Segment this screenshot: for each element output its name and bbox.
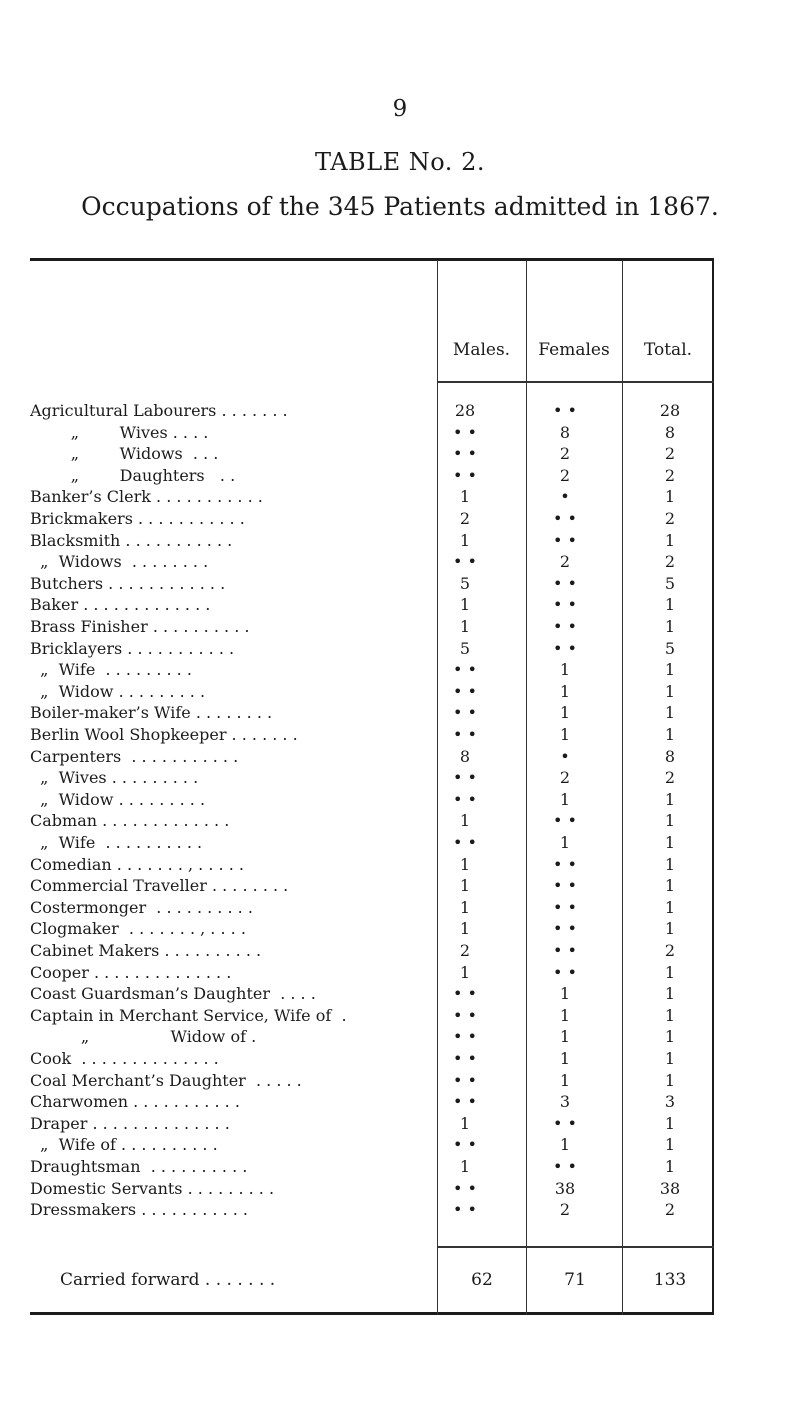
table-row	[0, 875, 800, 897]
females-value: • •	[553, 530, 577, 550]
table-row	[0, 594, 800, 616]
header-males: Males.	[452, 340, 511, 360]
table-row	[0, 1156, 800, 1178]
occupation-label: Costermonger . . . . . . . . . .	[30, 897, 253, 917]
males-value: • •	[453, 465, 477, 485]
occupation-label: Brickmakers . . . . . . . . . . .	[30, 509, 245, 528]
occupation-label: „ Widows . . . . . . . .	[30, 552, 209, 572]
table-row	[0, 1048, 800, 1070]
occupation-label: Comedian . . . . . . . , . . . . .	[30, 854, 244, 874]
total-value: 1	[664, 703, 676, 723]
table-row	[0, 789, 800, 811]
males-value: 1	[459, 811, 471, 831]
males-value: • •	[453, 725, 477, 744]
females-value: • •	[553, 401, 577, 420]
occupation-label: „ Daughters . .	[30, 465, 236, 485]
total-value: 2	[664, 941, 676, 960]
males-value: 5	[459, 638, 471, 658]
total-value: 1	[664, 984, 676, 1004]
total-value: 2	[664, 465, 676, 485]
header-females: Females	[538, 340, 610, 360]
occupation-label: Cooper . . . . . . . . . . . . . .	[30, 962, 232, 982]
occupation-label: Domestic Servants . . . . . . . . .	[30, 1178, 275, 1198]
total-value: 2	[664, 509, 676, 528]
occupation-label: „ Wives . . . . . . . . .	[30, 768, 199, 788]
females-value: • •	[553, 876, 577, 896]
table-row	[0, 767, 800, 789]
females-value: 1	[559, 833, 571, 852]
total-value: 1	[664, 962, 676, 982]
total-value: 1	[664, 919, 676, 939]
females-value: 1	[559, 660, 571, 680]
table-row	[0, 897, 800, 919]
females-value: 1	[559, 984, 571, 1004]
occupation-label: Berlin Wool Shopkeeper . . . . . . .	[30, 725, 298, 744]
occupation-label: „ Widow . . . . . . . . .	[30, 789, 206, 809]
occupation-label: Banker’s Clerk . . . . . . . . . . .	[30, 487, 263, 507]
males-value: • •	[453, 984, 477, 1004]
total-value: 1	[664, 1049, 676, 1068]
females-value: 1	[559, 1049, 571, 1068]
total-value: 1	[664, 1027, 676, 1047]
females-value: 2	[559, 552, 571, 572]
table-row	[0, 573, 800, 595]
males-value: • •	[453, 768, 477, 788]
total-value: 1	[664, 1135, 676, 1155]
table-row	[0, 508, 800, 530]
males-value: 5	[459, 573, 471, 593]
males-value: • •	[453, 1135, 477, 1155]
females-value: • •	[553, 919, 577, 939]
occupation-label: Coast Guardsman’s Daughter . . . .	[30, 984, 316, 1004]
total-value: 1	[664, 1157, 676, 1176]
occupation-label: Draughtsman . . . . . . . . . .	[30, 1157, 248, 1176]
males-value: 8	[459, 746, 471, 766]
total-value: 1	[664, 1070, 676, 1090]
females-value: • •	[553, 1113, 577, 1133]
total-value: 2	[664, 552, 676, 572]
occupation-label: Cabman . . . . . . . . . . . . .	[30, 811, 230, 831]
table-row	[0, 616, 800, 638]
females-value: • •	[553, 962, 577, 982]
total-value: 1	[664, 681, 676, 701]
table-row	[0, 1005, 800, 1027]
table-row	[0, 810, 800, 832]
total-value: 38	[659, 1178, 681, 1198]
males-value: • •	[453, 422, 477, 442]
females-value: • •	[553, 617, 577, 636]
males-value: 1	[459, 897, 471, 917]
page-number: 9	[392, 96, 408, 122]
females-value: • •	[553, 811, 577, 831]
table-row	[0, 1199, 800, 1221]
total-value: 1	[664, 1113, 676, 1133]
occupation-label: „ Wife . . . . . . . . . .	[30, 833, 203, 852]
occupation-label: Agricultural Labourers . . . . . . .	[30, 401, 288, 420]
total-value: 1	[664, 876, 676, 896]
total-value: 2	[664, 444, 676, 464]
males-value: • •	[453, 1178, 477, 1198]
table-row	[0, 983, 800, 1005]
females-value: • •	[553, 854, 577, 874]
occupation-label: Butchers . . . . . . . . . . . .	[30, 573, 226, 593]
table-row	[0, 400, 800, 422]
females-value: •	[560, 487, 570, 507]
carried-forward-total: 133	[653, 1270, 687, 1290]
table-row	[0, 1113, 800, 1135]
females-value: 1	[559, 703, 571, 723]
females-value: 1	[559, 725, 571, 744]
total-value: 1	[664, 854, 676, 874]
males-value: 2	[459, 941, 471, 960]
males-value: • •	[453, 1049, 477, 1068]
occupation-label: „ Widow . . . . . . . . .	[30, 681, 206, 701]
occupation-label: Clogmaker . . . . . . . , . . . .	[30, 919, 246, 939]
females-value: 1	[559, 1027, 571, 1047]
occupation-label: Charwomen . . . . . . . . . . .	[30, 1092, 240, 1112]
table-row	[0, 638, 800, 660]
females-value: • •	[553, 509, 577, 528]
occupation-label: „ Wife . . . . . . . . .	[30, 660, 192, 680]
total-value: 1	[664, 811, 676, 831]
males-value: • •	[453, 833, 477, 852]
females-value: • •	[553, 573, 577, 593]
males-value: • •	[453, 1092, 477, 1112]
males-value: 1	[459, 487, 471, 507]
males-value: • •	[453, 444, 477, 464]
occupation-label: Carpenters . . . . . . . . . . .	[30, 746, 239, 766]
table-row	[0, 1026, 800, 1048]
total-value: 28	[659, 401, 681, 420]
total-value: 1	[664, 897, 676, 917]
females-value: 38	[554, 1178, 576, 1198]
occupation-label: Blacksmith . . . . . . . . . . .	[30, 530, 233, 550]
table-row	[0, 962, 800, 984]
table-row	[0, 443, 800, 465]
males-value: • •	[453, 552, 477, 572]
males-value: • •	[453, 789, 477, 809]
males-value: • •	[453, 660, 477, 680]
total-value: 5	[664, 573, 676, 593]
females-value: • •	[553, 595, 577, 615]
females-value: 1	[559, 681, 571, 701]
males-value: 2	[459, 509, 471, 528]
females-value: •	[560, 746, 570, 766]
header-rule	[437, 381, 714, 383]
table-row	[0, 1091, 800, 1113]
total-value: 1	[664, 660, 676, 680]
total-value: 2	[664, 768, 676, 788]
males-value: 1	[459, 1113, 471, 1133]
table-row	[0, 940, 800, 962]
table-row	[0, 681, 800, 703]
carried-forward-females: 71	[564, 1270, 586, 1290]
females-value: • •	[553, 1157, 577, 1176]
females-value: 1	[559, 1070, 571, 1090]
males-value: • •	[453, 1027, 477, 1047]
table-row	[0, 918, 800, 940]
total-value: 8	[664, 746, 676, 766]
males-value: 1	[459, 1157, 471, 1176]
total-value: 1	[664, 725, 676, 744]
total-rule	[437, 1246, 714, 1248]
total-value: 1	[664, 617, 676, 636]
occupation-label: Cabinet Makers . . . . . . . . . .	[30, 941, 262, 960]
total-value: 2	[664, 1200, 676, 1220]
males-value: 1	[459, 854, 471, 874]
total-value: 3	[664, 1092, 676, 1112]
males-value: • •	[453, 1200, 477, 1220]
occupation-label: Boiler-maker’s Wife . . . . . . . .	[30, 703, 273, 723]
males-value: 1	[459, 962, 471, 982]
occupation-label: „ Wife of . . . . . . . . . .	[30, 1135, 218, 1155]
females-value: 2	[559, 768, 571, 788]
occupation-label: „ Widows . . .	[30, 444, 219, 464]
females-value: • •	[553, 638, 577, 658]
females-value: 3	[559, 1092, 571, 1112]
table-row	[0, 724, 800, 746]
males-value: 1	[459, 530, 471, 550]
females-value: • •	[553, 897, 577, 917]
occupation-label: Brass Finisher . . . . . . . . . .	[30, 617, 250, 636]
table-row	[0, 1134, 800, 1156]
total-value: 1	[664, 487, 676, 507]
occupation-label: Bricklayers . . . . . . . . . . .	[30, 638, 235, 658]
carried-forward-label: Carried forward . . . . . . .	[60, 1270, 276, 1290]
males-value: • •	[453, 1005, 477, 1025]
occupation-label: Commercial Traveller . . . . . . . .	[30, 876, 289, 896]
table-row	[0, 702, 800, 724]
males-value: 1	[459, 617, 471, 636]
occupation-label: Draper . . . . . . . . . . . . . .	[30, 1113, 230, 1133]
females-value: 2	[559, 465, 571, 485]
table-row	[0, 530, 800, 552]
occupation-label: Cook . . . . . . . . . . . . . .	[30, 1049, 219, 1068]
carried-forward-row	[0, 1268, 800, 1292]
table-row	[0, 854, 800, 876]
occupation-label: „ Widow of .	[30, 1027, 257, 1047]
table-row	[0, 551, 800, 573]
females-value: • •	[553, 941, 577, 960]
males-value: 28	[454, 401, 476, 420]
table-row	[0, 746, 800, 768]
total-value: 5	[664, 638, 676, 658]
header-total: Total.	[643, 340, 693, 360]
total-value: 1	[664, 595, 676, 615]
males-value: 1	[459, 876, 471, 896]
table-subtitle: Occupations of the 345 Patients admitted in 1867.	[81, 192, 719, 221]
occupation-label: Coal Merchant’s Daughter . . . . .	[30, 1070, 302, 1090]
table-row	[0, 1178, 800, 1200]
females-value: 8	[559, 422, 571, 442]
total-value: 1	[664, 1005, 676, 1025]
total-value: 8	[664, 422, 676, 442]
table-row	[0, 486, 800, 508]
males-value: • •	[453, 681, 477, 701]
males-value: • •	[453, 703, 477, 723]
occupation-label: Baker . . . . . . . . . . . . .	[30, 595, 211, 615]
occupation-label: „ Wives . . . .	[30, 422, 209, 442]
carried-forward-males: 62	[471, 1270, 493, 1290]
table-row	[0, 832, 800, 854]
males-value: • •	[453, 1070, 477, 1090]
females-value: 2	[559, 444, 571, 464]
occupation-label: Captain in Merchant Service, Wife of .	[30, 1005, 347, 1025]
total-value: 1	[664, 789, 676, 809]
table-row	[0, 422, 800, 444]
total-value: 1	[664, 530, 676, 550]
females-value: 1	[559, 789, 571, 809]
males-value: 1	[459, 595, 471, 615]
table-row	[0, 465, 800, 487]
table-row	[0, 659, 800, 681]
total-value: 1	[664, 833, 676, 852]
table-row	[0, 1070, 800, 1092]
males-value: 1	[459, 919, 471, 939]
females-value: 1	[559, 1135, 571, 1155]
occupation-label: Dressmakers . . . . . . . . . . .	[30, 1200, 248, 1220]
females-value: 2	[559, 1200, 571, 1220]
table-title: TABLE No. 2.	[315, 148, 485, 176]
females-value: 1	[559, 1005, 571, 1025]
